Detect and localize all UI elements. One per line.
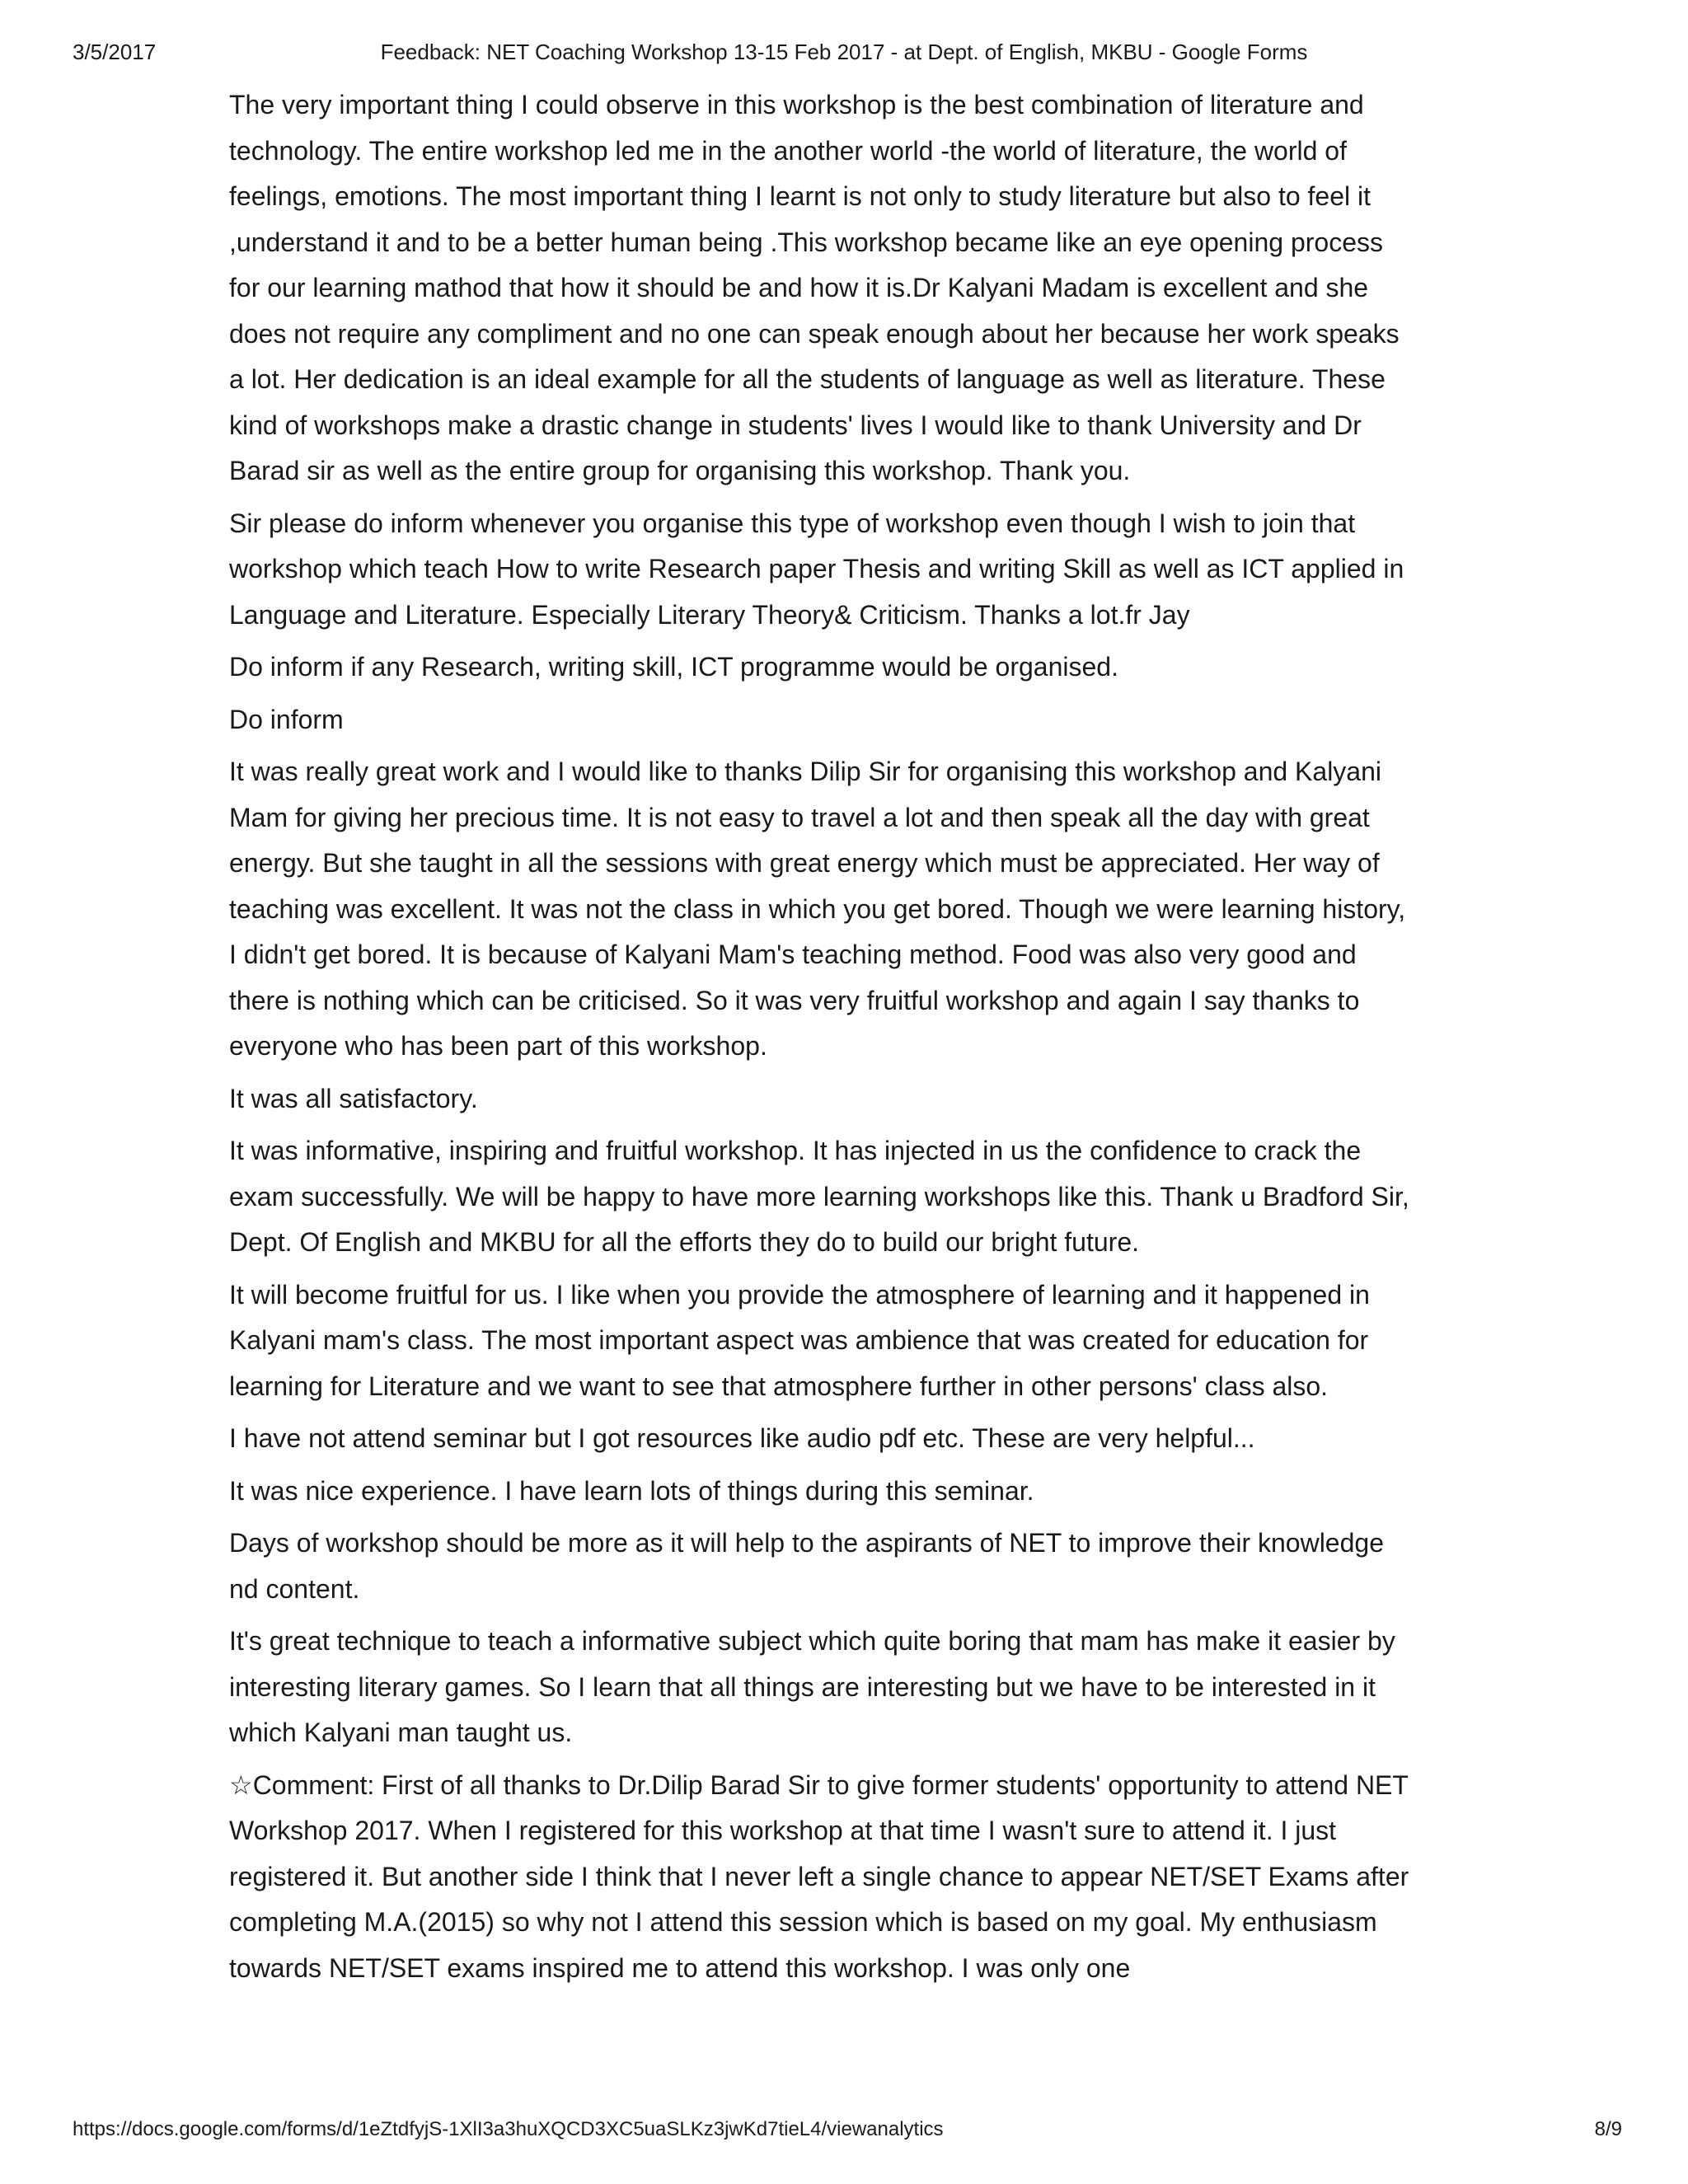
response-text: It was informative, inspiring and fruitful workshop. It has injected in us the confidence to crack the exam successfully. We will be happy to have more learning workshops like this. Thank u Bradford Sir, Dept. Of English and MKBU for all the efforts they do to build our bright future. — [229, 1136, 1409, 1257]
response-text: ☆Comment: First of all thanks to Dr.Dilip Barad Sir to give former students' opportunity to attend NET Workshop 2017. When I registered for this workshop at that time I wasn't sure to attend it. I just registered it. But another side I think that I never left a single chance to appear NET/SET Exams after completing M.A.(2015) so why not I attend this session which is based on my goal. My enthusiasm towards NET/SET exams inspired me to attend this workshop. I was only one — [229, 1769, 1409, 1983]
response-text: Sir please do inform whenever you organise this type of workshop even though I wish to join that workshop which teach How to write Research paper Thesis and writing Skill as well as ICT applied in Language and Literature. Especially Literary Theory& Criticism. Thanks a lot.fr Jay — [229, 508, 1404, 630]
response-text: It was really great work and I would like to thanks Dilip Sir for organising this workshop and Kalyani Mam for giving her precious time. It is not easy to travel a lot and then speak all the day with great energy. But she taught in all the sessions with great energy which must be appreciated. Her way of teaching was excellent. It was not the class in which you get bored. Though we were learning history, I didn't get bored. It is because of Kalyani Mam's teaching method. Food was also very good and there is nothing which can be criticised. So it was very fruitful workshop and again I say thanks to everyone who has been part of this workshop. — [229, 757, 1406, 1061]
footer-url: https://docs.google.com/forms/d/1eZtdfyjS-1XlI3a3huXQCD3XC5uaSLKz3jwKd7tieL4/viewanalytics — [73, 2118, 944, 2140]
print-date: 3/5/2017 — [73, 40, 157, 64]
response-text: It was nice experience. I have learn lots of things during this seminar. — [229, 1475, 1034, 1506]
response-text: Days of workshop should be more as it will help to the aspirants of NET to improve their knowledge nd content. — [229, 1528, 1384, 1604]
page-number: 8/9 — [1594, 2118, 1622, 2140]
response-text: I have not attend seminar but I got resources like audio pdf etc. These are very helpful... — [229, 1423, 1255, 1453]
page-title: Feedback: NET Coaching Workshop 13-15 Feb 2017 - at Dept. of English, MKBU - Google Forms — [380, 40, 1308, 64]
response-text: The very important thing I could observe in this workshop is the best combination of literature and technology. The entire workshop led me in the another world -the world of literature, the world of feelings, emotions. The most important thing I learnt is not only to study literature but also to feel it ,understand it and to be a better human being .This workshop became like an eye opening process for our learning mathod that how it should be and how it is.Dr Kalyani Madam is excellent and she does not require any compliment and no one can speak enough about her because her work speaks a lot. Her dedication is an ideal example for all the students of language as well as literature. These kind of workshops make a drastic change in students' lives I would like to thank University and Dr Barad sir as well as the entire group for organising this workshop. Thank you. — [229, 90, 1400, 485]
response-text: It will become fruitful for us. I like when you provide the atmosphere of learning and it happened in Kalyani mam's class. The most important aspect was ambience that was created for education for learning for Literature and we want to see that atmosphere further in other persons' class also. — [229, 1279, 1370, 1401]
response-list — [229, 82, 1416, 1998]
response-text: It was all satisfactory. — [229, 1083, 478, 1113]
response-text: It's great technique to teach a informative subject which quite boring that mam has make it easier by interesting literary games. So I learn that all things are interesting but we have to be interested in it which Kalyani man taught us. — [229, 1626, 1395, 1747]
response-text: Do inform if any Research, writing skill, ICT programme would be organised. — [229, 652, 1118, 682]
response-text: Do inform — [229, 704, 344, 734]
